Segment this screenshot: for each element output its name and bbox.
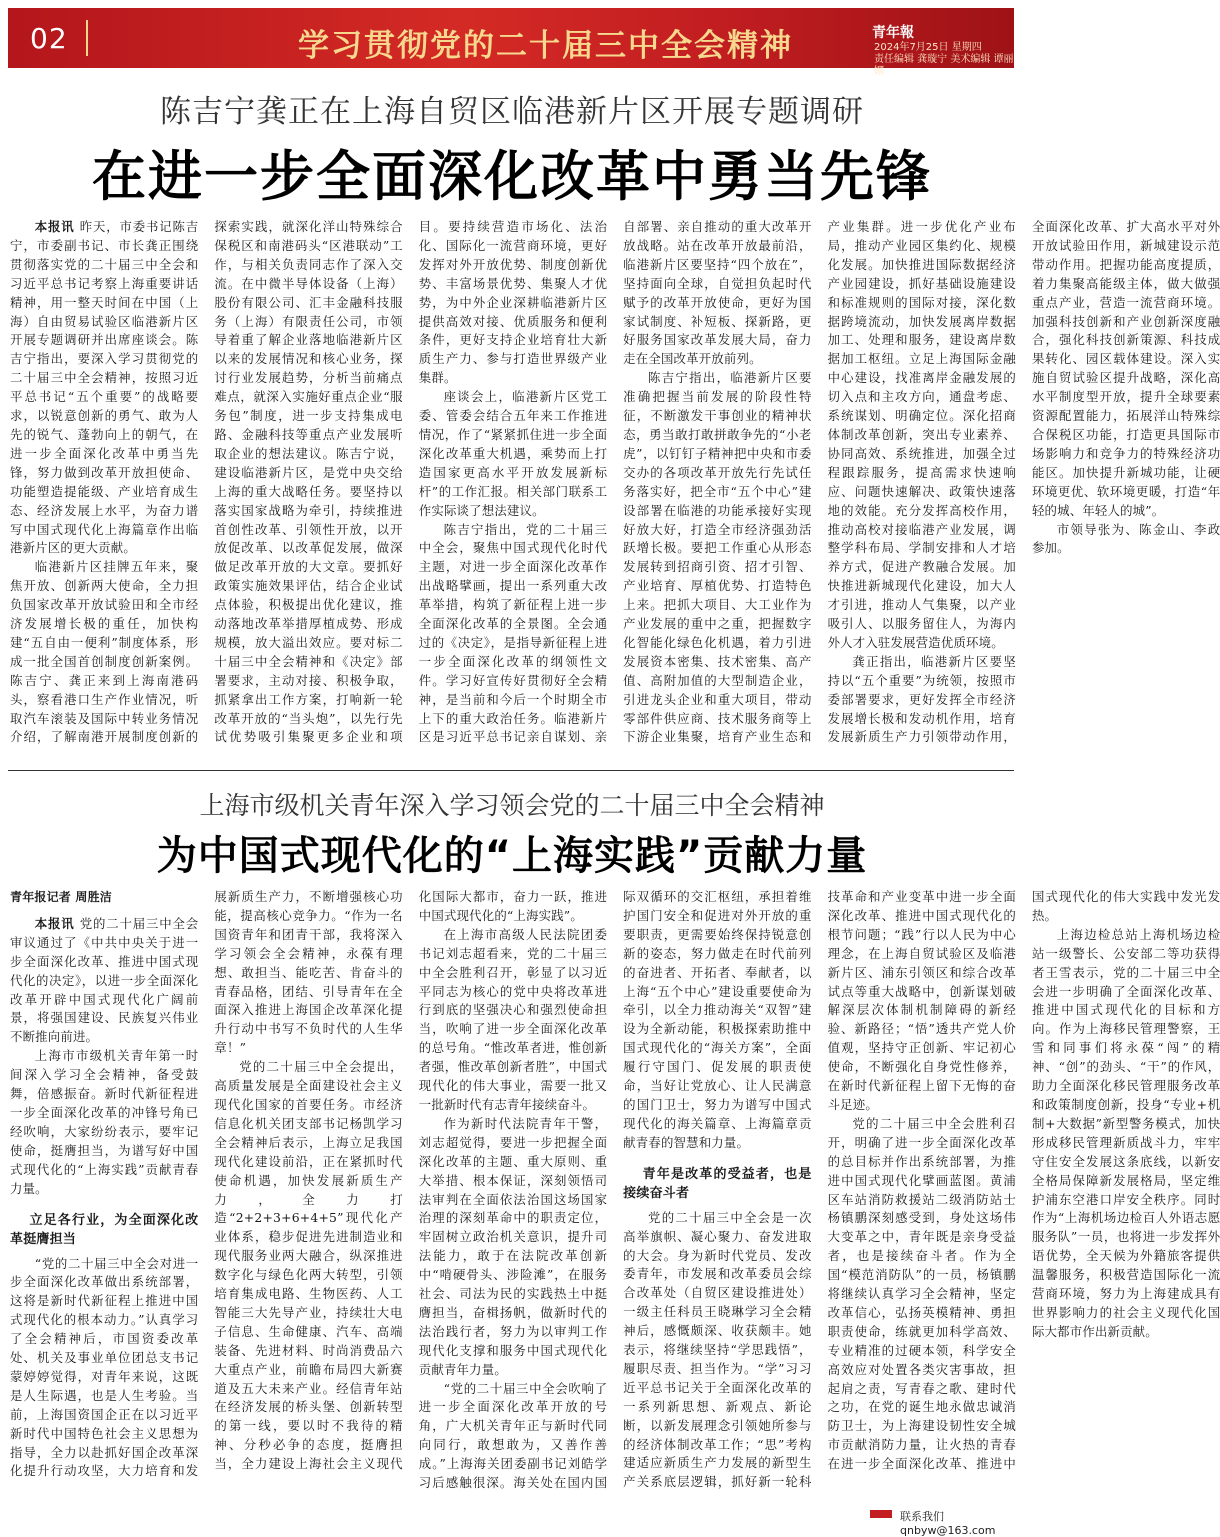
article-paragraph (1032, 926, 1220, 1342)
paragraph-text: 党的二十届三中全会审议通过了《中共中央关于进一步全面深化改革、推进中国式现代化的决定》，以进一步全面深化改革开辟中国式现代化广阔前景，将强国建设、民族复兴伟业不断推向前进。 (10, 915, 199, 1045)
article-paragraph (419, 926, 607, 1115)
banner-divider (86, 20, 88, 56)
article-paragraph (419, 1115, 607, 1380)
article-paragraph (419, 388, 607, 520)
article1-kicker: 陈吉宁龚正在上海自贸区临港新片区开展专题调研 (160, 94, 864, 130)
article1-body (10, 218, 1220, 758)
footer-mark (870, 1510, 892, 1518)
paragraph-text: 座谈会上，临港新片区党工委、管委会结合五年来工作推进情况，作了“紧紧抓住进一步全面深化改革重大机遇，乘势而上打造国家更高水平开放发展新标杆”的工作汇报。相关部门联系工作实际谈了想法建议。 (418, 389, 608, 518)
paragraph-text: 上海市市级机关青年第一时间深入学习全会精神，备受鼓舞，倍感振奋。新时代新征程进一步全面深化改革的冲锋号角已经吹响，大家纷纷表示，要牢记使命，挺膺担当，为谱写好中国式现代化的“上海实践”贡献青春力量。 (10, 1048, 199, 1196)
footer-contact: 联系我们 qnbyw@163.com (900, 1510, 996, 1537)
paragraph-text: 陈吉宁指出，党的二十届三中全会，聚焦中国式现代化时代主题，对进一步全面深化改革作出战略擘画，提出一系列重大改革举措，构筑了新征程上进一步全面深化改革的全景图。全会通过的《决定》，是指导新征程上进一步全面深化改革的纲领性文件。学习好宣传好贯彻好全会精神，是当前和今后一个时期全市上下的重大政治任务。临港新片区是习近平总书记亲自谋划、亲自部署、亲自推动的重大改革开放战略。站在改革开放最前沿，临港新片区要坚持“四个放在”，坚持面向全球，自觉担负起时代赋予的改革开放使命，更好为国家试制度、补短板、探新路，更好服务国家改革发展大局，奋力走在全国改革开放前列。 (418, 219, 812, 745)
paragraph-text: 市领导张为、陈金山、李政参加。 (1031, 521, 1220, 556)
paragraph-text: 龚正指出，临港新片区要坚持以“五个重要”为统领，按照市委部署要求，更好发挥全市经济发展增长极和发动机作用，培育发展新质生产力引领带动作用，全面深化改革、扩大高水平对外开放试验田作用，新城建设示范带动作用。把握功能高度提质，着力集聚高能级主体，做大做强重点产业，营造一流营商环境。加强科技创新和产业创新深度融合，强化科技创新策源、科技成果转化、园区载体建设。深入实施自贸试验区提升战略，深化高水平制度型开放，提升全球要素资源配置能力，拓展洋山特殊综合保税区功能，打造更具国际市场影响力和竞争力的特殊经济功能区。加快提升新城功能，让硬环境更优、软环境更暖，打造“年轻的城、年轻人的城”。 (827, 219, 1220, 745)
section-divider (8, 770, 1014, 771)
article-paragraph (10, 915, 198, 1047)
section-subheading: 立足各行业，为全面深化改革挺膺担当 (10, 1212, 199, 1247)
paragraph-text: 陈吉宁指出，临港新片区要准确把握当前发展的阶段性特征，不断激发干事创业的精神状态，勇当敢打敢拼敢争先的“小老虎”，以钉钉子精神把中央和市委交办的各项改革开放先行先试任务落实好，把全市“五个中心”建设部署在临港的功能承接好实现好放大好，打造全市经济强劲活跃增长极。要把工作重心从形态发展转到招商引资、招才引智、产业培育、厚植优势、打造特色上来。把抓大项目、大工业作为产业发展的重中之重，把握数字化智能化绿色化机遇，着力引进发展资本密集、技术密集、高产值、高附加值的大型制造企业，引进龙头企业和重大项目，带动零部件供应商、技术服务商等上下游企业集聚，培育产业生态和产业集群。进一步优化产业布局，推动产业园区集约化、规模化发展。加快推进国际数据经济产业园建设，抓好基础设施建设和标准规则的国际对接，深化数据跨境流动，加快发展离岸数据加工、处理和服务，建设离岸数据加工枢纽。立足上海国际金融中心建设，找准离岸金融发展的切入点和主攻方向，通盘考虑、系统谋划、明确定位。深化招商体制改革创新，突出专业素养、协同高效、系统推进，加强全过程跟踪服务，提高需求快速响应、问题快速解决、政策快速落地的效能。充分发挥高校作用，推动高校对接临港产业发展，调整学科布局、学制安排和人才培养方式，促进产教融合发展。加快推进新城现代化建设，加大人才引进，推动人气集聚，以产业吸引人、以服务留住人，为海内外人才入驻发展营造优质环境。 (623, 219, 1016, 745)
page-number: 02 (30, 22, 68, 55)
article-paragraph (1032, 521, 1220, 559)
dateline-label: 本报讯 (34, 219, 80, 234)
newspaper-logo: 青年報 (872, 25, 914, 41)
paragraph-text: 昨天，市委书记陈吉宁，市委副书记、市长龚正围绕贯彻落实党的二十届三中全会和习近平总书记考察上海重要讲话精神，用一整天时间在中国（上海）自由贸易试验区临港新片区开展专题调研并出席座谈会。陈吉宁指出，要深入学习贯彻党的二十届三中全会精神，按照习近平总书记“五个重要”的战略要求，以锐意创新的勇气、敢为人先的锐气、蓬勃向上的朝气，在进一步全面深化改革中勇当先锋，努力做到改革开放担使命、功能塑造提能级、产业培育成生态、经济发展上水平，为奋力谱写中国式现代化上海篇章作出临港新片区的更大贡献。 (10, 219, 199, 556)
paragraph-text: 作为新时代法院青年干警，刘志超觉得，要进一步把握全面深化改革的主题、重大原则、重大举措、根本保证，深刻领悟司法审判在全面依法治国这场国家治理的深刻革命中的职责定位，牢固树立政治机关意识，提升司法能力，敢于在法院改革创新中“啃硬骨头、涉险滩”，在服务社会、司法为民的实践热土中挺膺担当，奋楫扬帆，做新时代的法治践行者，努力为以审判工作现代化支撑和服务中国式现代化贡献青年力量。 (418, 1115, 608, 1377)
paragraph-text: 党的二十届三中全会是一次高举旗帜、凝心聚力、奋发进取的大会。身为新时代党员、发改委青年，市发展和改革委员会综合改革处（自贸区建设推进处）一级主任科员王晓琳学习全会精神后，感慨颇深、收获颇丰。她表示，将继续坚持“学思践悟”，履职尽责、担当作为。“学”习习近平总书记关于全面深化改革的一系列新思想、新观点、新论断，以新发展理念引领她所参与的经济体制改革工作；“思”考构建适应新质生产力发展的新型生产关系底层逻辑，抓好新一轮科技革命和产业变革中进一步全面深化改革、推进中国式现代化的根节问题；“践”行以人民为中心理念，在上海自贸试验区及临港新片区、浦东引领区和综合改革试点等重大战略中，创新谋划破解深层次体制机制障碍的新经验、新路径；“悟”透共产党人价值观，坚持守正创新、牢记初心使命，不断强化自身党性修养，在新时代新征程上留下无悔的奋斗足迹。 (623, 889, 1016, 1490)
banner-info (874, 42, 1014, 78)
paragraph-text: 党的二十届三中全会胜利召开，明确了进一步全面深化改革的总目标并作出系统部署，为推进中国式现代化擘画蓝图。黄浦区车站消防救援站二级消防站士杨镇鹏深刻感受到，身处这场伟大变革之中，青年既是亲身受益者，也是接续奋斗者。作为全国“模范消防队”的一员，杨镇鹏将继续认真学习全会精神，坚定改革信心，弘扬英模精神、勇担职责使命，练就更加科学高效、专业精准的过硬本领，科学安全高效应对处置各类灾害事故，担起肩之责，写青春之歌、建时代之功，在党的诞生地永做忠诚消防卫士，为上海建设韧性安全城市贡献消防力量，让火热的青春在进一步全面深化改革、推进中国式现代化的伟大实践中发光发热。 (827, 889, 1220, 1472)
banner-title: 学习贯彻党的二十届三中全会精神 (298, 28, 793, 64)
article-paragraph (10, 218, 198, 558)
issue-date: 2024年7月25日 星期四 (874, 42, 982, 53)
paragraph-text: “党的二十届三中全会吹响了进一步全面深化改革开放的号角，广大机关青年正与新时代同向同行，敢想敢为，又善作善成。”上海海关团委副书记刘皓学习后感触很深。海关处在国内国际双循环的交汇枢纽，承担着维护国门安全和促进对外开放的重要职责，更需要始终保持锐意创新的姿态，努力做走在时代前列的奋进者、开拓者、奉献者，以上海“五个中心”建设重要使命为牵引，以全力推动海关“双智”建设为全新动能，积极探索助推中国式现代化的“海关方案”，全面履行守国门、促发展的职责使命，当好让党放心、让人民满意的国门卫士，努力为谱写中国式现代化的海关篇章、上海篇章贡献青春的智慧和力量。 (418, 889, 812, 1491)
paragraph-text: 上海边检总站上海机场边检站一级警长、公安部二等功获得者王雪表示，党的二十届三中全会进一步明确了全面深化改革、推进中国式现代化的目标和方向。作为上海移民管理警察，王雪和同事们将永葆“闯”的精神、“创”的劲头、“干”的作风，助力全面深化移民管理服务改革和政策制度创新，投身“专业+机制+大数据”新型警务模式，加快形成移民管理新质战斗力，牢牢守住安全发展这条底线，以新安全格局保障新发展格局，坚定维护浦东空港口岸安全秩序。同时作为“上海机场边检百人外语志愿服务队”一员，也将进一步发挥外语优势，全天候为外籍旅客提供温馨服务，积极营造国际化一流营商环境，努力为上海建成具有世界影响力的社会主义现代化国际大都市作出新贡献。 (1031, 926, 1220, 1339)
section-subheading: 青年是改革的受益者，也是接续奋斗者 (623, 1166, 812, 1201)
article2-headline: 为中国式现代化的“上海实践”贡献力量 (156, 833, 868, 879)
article2-kicker: 上海市级机关青年深入学习领会党的二十届三中全会精神 (199, 791, 825, 820)
paragraph-text: 临港新片区挂牌五年来，聚焦开放、创新两大使命，全力担负国家改革开放试验田和全市经济发展增长极的重任，加快构建“五自由一便利”制度体系，形成一批全国首创制度创新案例。陈吉宁、龚正来到上海南港码头，察看港口生产作业情况，听取汽车滚装及国际中转业务情况介绍，了解南港开展制度创新的探索实践，就深化洋山特殊综合保税区和南港码头“区港联动”工作，与相关负责同志作了深入交流。在中微半导体设备（上海）股份有限公司、汇丰金融科技服务（上海）有限责任公司，市领导着重了解企业落地临港新片区以来的发展情况和核心业务，探讨行业发展趋势，分析当前痛点难点，就深入实施好重点企业“服务包”制度，进一步支持集成电路、金融科技等重点产业发展听取企业的想法建议。陈吉宁说，建设临港新片区，是党中央交给上海的重大战略任务。要坚持以落实国家战略为牵引，持续推进首创性改革、引领性开放，以开放促改革、以改革促发展，做深做足改革开放的大文章。要抓好政策实施效果评估，结合企业试点体验，积极提出优化建议，推动落地改革举措厚植成势、形成规模，放大溢出效应。要对标二十届三中全会精神和《决定》部署要求，主动对接、积极争取，抓紧拿出工作方案，打响新一轮改革开放的“当头炮”，以先行先试优势吸引集聚更多企业和项目。要持续营造市场化、法治化、国际化一流营商环境，更好发挥对外开放优势、制度创新优势、丰富场景优势、集聚人才优势，为中外企业深耕临港新片区提供高效对接、优质服务和便利条件，更好支持企业培育壮大新质生产力、参与打造世界级产业集群。 (10, 219, 608, 745)
article1-headline: 在进一步全面深化改革中勇当先锋 (92, 145, 932, 208)
reporter-byline: 青年报记者 周胜洁 (10, 890, 112, 904)
page-banner (8, 8, 1014, 77)
article-paragraph (10, 1047, 198, 1198)
paragraph-text: “党的二十届三中全会对进一步全面深化改革做出系统部署，这将是新时代新征程上推进中国式现代化的根本动力。”认真学习了全会精神后，市国资委改革处、机关及事业单位团总支书记蒙婷婷觉得，对青年来说，这既是人生际遇，也是人生考验。当前，上海国资国企正在以习近平新时代中国特色社会主义思想为指导，全力以赴抓好国企改革深化提升行动攻坚，大力培育和发展新质生产力，不断增强核心功能，提高核心竞争力。“作为一名国资青年和团青干部，我将深入学习领会全会精神，永葆有理想、敢担当、能吃苦、肯奋斗的青春品格，团结、引导青年在全面深入推进上海国企改革深化提升行动中书写不负时代的人生华章！” (10, 889, 403, 1479)
dateline-label: 本报讯 (34, 915, 80, 931)
paragraph-text: 党的二十届三中全会提出，高质量发展是全面建设社会主义现代化国家的首要任务。市经济信息化机关团支部书记杨凯学习全会精神后表示，上海立足我国现代化建设前沿，正在紧抓时代使命机遇，加快发展新质生产力，全力打造“2+2+3+6+4+5”现代化产业体系，稳步促进先进制造业和现代服务业两大融合，纵深推进数字化与绿色化两大转型，引领培育集成电路、生物医药、人工智能三大先导产业，持续壮大电子信息、生命健康、汽车、高端装备、先进材料、时尚消费品六大重点产业，前瞻布局四大新赛道及五大未来产业。经信青年站在经济发展的桥头堡、创新转型的第一线，要以时不我待的精神、分秒必争的态度，挺膺担当，全力建设上海社会主义现代化国际大都市，奋力一跃，推进中国式现代化的“上海实践”。 (214, 889, 608, 1472)
paragraph-text: 在上海市高级人民法院团委书记刘志超看来，党的二十届三中全会胜利召开，彰显了以习近平同志为核心的党中央将改革进行到底的坚强决心和强烈使命担当，吹响了进一步全面深化改革的总号角。“惟改革者进，惟创新者强，惟改革创新者胜”，中国式现代化的伟大事业，需要一批又一批新时代有志青年接续奋斗。 (418, 926, 608, 1112)
editors-credit: 责任编辑 龚璇宁 美术编辑 谭丽娜 (874, 54, 1014, 77)
article2-body (10, 888, 1220, 1500)
